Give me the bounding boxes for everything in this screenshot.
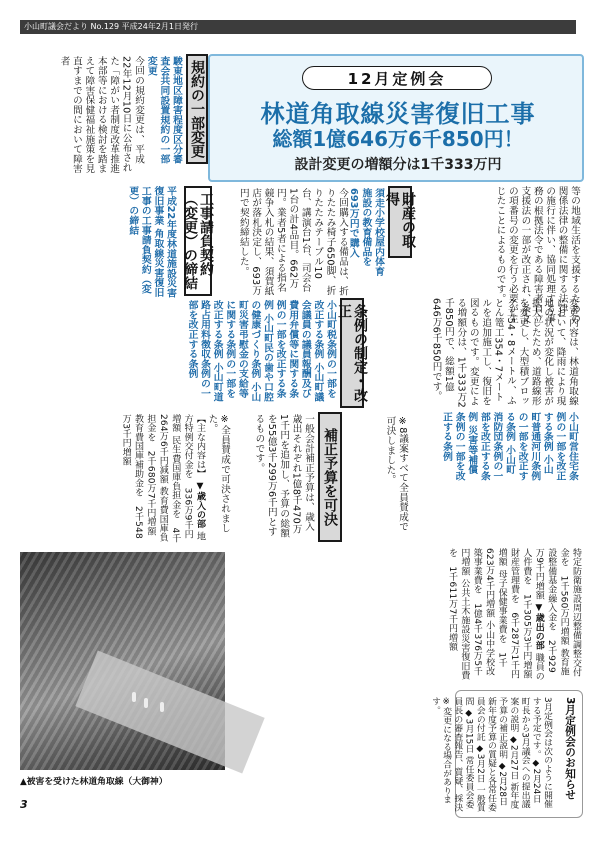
income-item: 民生費国庫負担金を 4千264万6千円減額	[157, 414, 181, 543]
heading-hosei: 補正予算を可決	[318, 412, 342, 542]
income-item: 教育費国庫補助金を 2千548万3千円増額	[120, 414, 143, 539]
income-item: 特定防衛施設周辺整備調整交付金を 1千560万円増額	[558, 548, 581, 677]
income-label: ▼歳入の部	[195, 481, 205, 529]
notice-box	[429, 690, 583, 818]
expense-item: 職員の人件費を 1千305万3千円増額	[521, 548, 544, 681]
header-text: 小山町議会だより No.129 平成24年2月1日発行	[24, 22, 198, 31]
banner-note: 設計変更の増額分は1千333万円	[294, 157, 502, 173]
schedule-text	[236, 690, 450, 818]
zaisan-title: 須走小学校屋内体育施設の教育備品を693万円で購入	[347, 188, 384, 277]
person-figure	[144, 698, 148, 708]
notice-body: 3月定例会は次のように開催する予定です。◆2月24日 町長から3月議会への提出議案の説明 ◆2月27日 新年度予算の補正説明 ◆2月28日 新年度予算の質疑と各常任委員会の付託 ◆3月2日 一般質問 ◆3月15日 常任委員会委員長の審査報告、質疑、採決 ※変更になる場合があります。	[429, 697, 552, 812]
jorei-note: ※8議案すべて全員賛成で可決しました。	[384, 416, 408, 532]
heading-jorei: 条例の制定・改正	[340, 298, 364, 408]
banner-title: 林道角取線災害復旧工事	[260, 100, 536, 128]
heading-koji: 工事請負契約（変更）の締結	[184, 186, 212, 296]
hosei-expense	[236, 548, 582, 682]
kiyaku-title: 駿東地区障害程度区分審査会共同設置規約の一部変更	[145, 56, 182, 164]
jorei-item: 小山町営住宅条例の一部を改正する条例	[541, 412, 578, 481]
zaisan-text: 今回購入する備品は、折りたたみ椅子650脚、折りたたみテーブル10台、講演台1台、司会台1台の計4品目。662万円。業者5者による指名競争入札の結果、須賀紙店が落札決定し、693万円で契約締結した。	[237, 188, 348, 296]
person-figure	[160, 702, 164, 712]
income-item: 地方特例交付金を 336万9千円増額	[170, 414, 205, 541]
page-number: 3	[20, 798, 28, 811]
photo-caption: ▲被害を受けた林道角取線（大御神）	[20, 777, 168, 787]
jorei-item: 小山町税条例の一部を改正する条例	[312, 300, 336, 398]
law-change-text: 等の地域生活を支援するための関係法律の整備に関する法律」の施行に伴い、協同処理する事務の根拠法令である障害者自立支援法の一部が改正され、条文の項番号の変更を行う必要が生じたことによるものです。	[494, 186, 580, 324]
jorei-item: 小山町民の歯や口腔の健康づくり条例	[249, 300, 274, 402]
banner-amount: 総額1億646万6千850円！	[272, 127, 524, 151]
jorei-item: 小山町議会議員の議員報酬及び費用弁償等に関する条例の一部を改正する条例	[262, 300, 324, 402]
session-label: 12月定例会	[302, 66, 492, 90]
jorei-item: 小山町道路占用料徴収条例の一部を改正する条例	[186, 300, 223, 402]
expense-item: 小山中学校改築事業費を 1億4千376万5千円増額	[459, 548, 495, 676]
main-label: 【主な内容は】	[195, 414, 205, 479]
expense-item: 公共土木施設災害復旧費を 1千611万7千円増額	[446, 548, 470, 680]
income-item: 教育費国庫負担金を 2千680万7千円増額	[145, 414, 168, 542]
main-banner	[208, 54, 584, 182]
jorei-item: 小山町消防団条例の一部を改正する条例	[466, 412, 516, 481]
koji-change-text: 変更内容は、林道角取線において、降雨により現地の状況が変化し被害が拡大したため、道路線形を変更し、大型積ブロック工54・8メートル、ふとん篭工354・7メートルを追加施工し、復旧を図るものです。変更による増額分は、1千333万2千850円で、総額1億646万6千850円です。	[430, 298, 578, 408]
hosei-note: ※全員賛成で可決されました。	[206, 414, 230, 533]
hosei-text: 一般会計補正予算は、歳入歳出それぞれ1億8千470万1千円を追加し、予算の総額を55億3千299万6千円とするものです。	[253, 414, 314, 538]
expense-item: 母子保健事業費を 1千623万4千円増額	[484, 548, 507, 668]
road-damage-photo	[20, 552, 225, 770]
notice-title: 3月定例会のお知らせ	[564, 697, 576, 800]
jorei-list	[52, 300, 336, 406]
jorei-item: 小山町災害弔慰金の支給等に関する条例の一部を改正する条例	[211, 300, 261, 402]
income-item: 教育施設整備基金繰入金を 2千929万9千円増額	[533, 548, 569, 676]
person-figure	[132, 692, 136, 702]
heading-kiyaku: 規約の一部変更	[186, 54, 208, 164]
expense-label: ▼歳出の部	[533, 603, 544, 650]
expense-item: 財産管理費を 6千287万1千円増額	[496, 548, 519, 679]
koji-title: 平成22年度林道施設災害復旧事業 角取線災害復旧工事の工事請負契約（変更）の締結	[127, 186, 176, 298]
jorei-item: 小山町普通河川条例の一部を改正する条例	[504, 412, 553, 481]
hosei-income	[52, 414, 206, 546]
heading-zaisan: 財産の取得	[388, 186, 412, 258]
kiyaku-text: 今回の規約変更は、平成22年12月10日に公布された「障がい者制度改革推進本部等における検討を踏まえて障害保健福祉施策を見直すまでの間において障害者	[58, 56, 144, 174]
jorei-item: 災害等補償条例の一部を改正する条例	[441, 412, 478, 481]
